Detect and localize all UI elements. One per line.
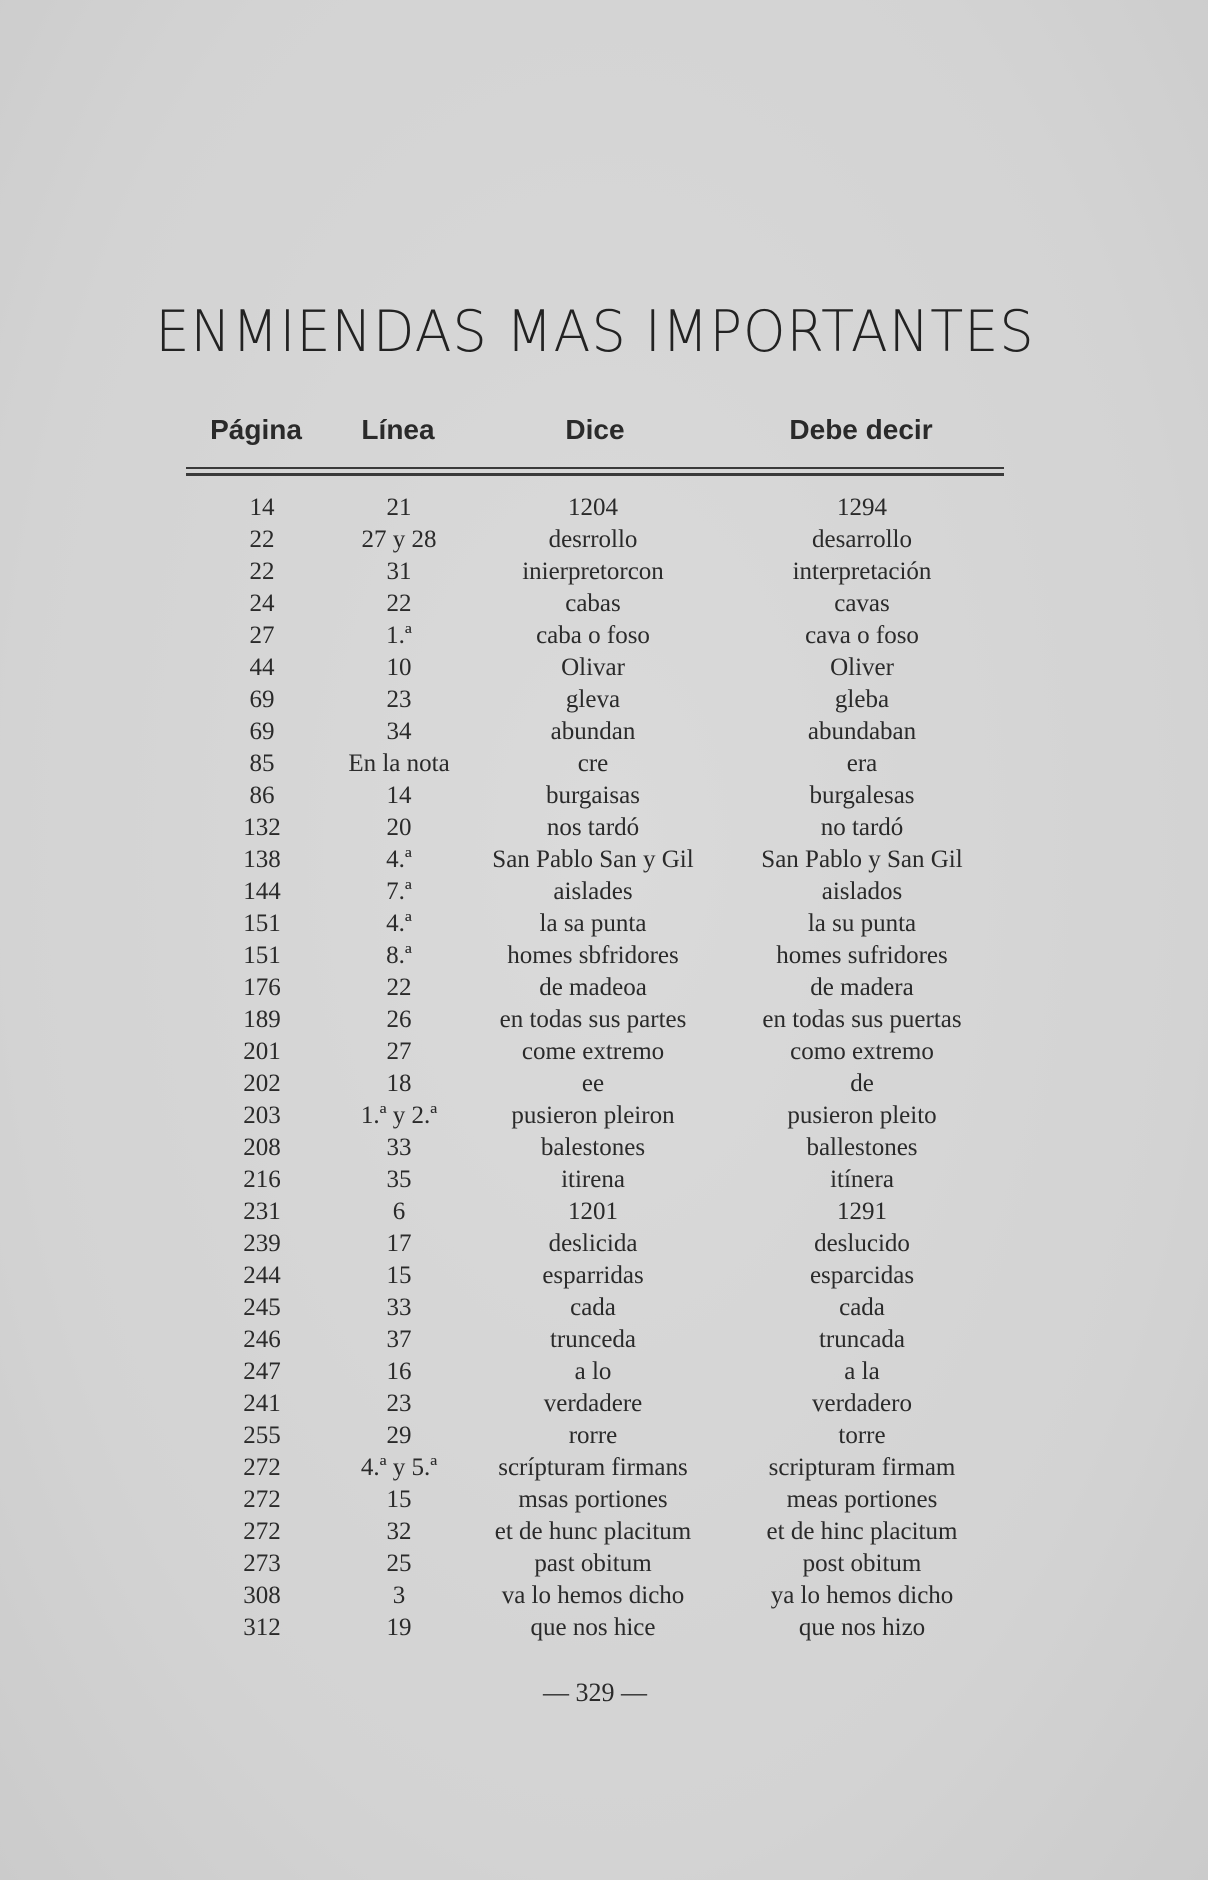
dice-cell: inierpretorcon	[522, 558, 664, 585]
table-row	[0, 1100, 1208, 1132]
linea-cell: 19	[386, 1614, 412, 1641]
pagina-cell: 246	[243, 1326, 281, 1353]
linea-cell: 4.ª	[386, 846, 412, 873]
pagina-cell: 144	[243, 878, 281, 905]
dice-cell: cre	[577, 750, 609, 777]
pagina-cell: 151	[243, 910, 281, 937]
pagina-cell: 231	[243, 1198, 281, 1225]
debe-decir-cell: gleba	[834, 686, 890, 713]
debe-decir-cell: a la	[844, 1358, 880, 1385]
table-row	[0, 1132, 1208, 1164]
table-row	[0, 1612, 1208, 1644]
dice-cell: abundan	[550, 718, 636, 745]
pagina-cell: 27	[249, 622, 275, 649]
table-row	[0, 684, 1208, 716]
pagina-cell: 273	[243, 1550, 281, 1577]
page-title: ENMIENDAS MAS IMPORTANTES	[155, 298, 1035, 365]
pagina-cell: 22	[249, 558, 275, 585]
header-rule-top	[186, 467, 1004, 469]
debe-decir-cell: desarrollo	[812, 526, 912, 553]
debe-decir-cell: aislados	[821, 878, 903, 905]
linea-cell: 31	[386, 558, 412, 585]
header-pagina: Página	[210, 414, 302, 445]
table-row	[0, 492, 1208, 524]
dice-cell: burgaisas	[546, 782, 640, 809]
linea-cell: 20	[386, 814, 412, 841]
table-row	[0, 748, 1208, 780]
dice-cell: come extremo	[521, 1038, 665, 1065]
debe-decir-cell: la su punta	[807, 910, 917, 937]
table-row	[0, 1580, 1208, 1612]
debe-decir-cell: abundaban	[807, 718, 917, 745]
dice-cell: caba o foso	[536, 622, 650, 649]
linea-cell: 17	[386, 1230, 412, 1257]
pagina-cell: 132	[243, 814, 281, 841]
dice-cell: Olivar	[561, 654, 625, 681]
header-dice: Dice	[565, 414, 625, 445]
pagina-cell: 247	[243, 1358, 281, 1385]
linea-cell: 1.ª y 2.ª	[360, 1102, 438, 1129]
debe-decir-cell: en todas sus puertas	[762, 1006, 962, 1033]
linea-cell: 8.ª	[386, 942, 412, 969]
table-row	[0, 1196, 1208, 1228]
table-row	[0, 1484, 1208, 1516]
pagina-cell: 69	[249, 686, 275, 713]
table-row	[0, 556, 1208, 588]
pagina-cell: 138	[243, 846, 281, 873]
debe-decir-cell: scripturam firmam	[768, 1454, 956, 1481]
debe-decir-cell: post obitum	[802, 1550, 922, 1577]
debe-decir-cell: meas portiones	[786, 1486, 938, 1513]
dice-cell: 1201	[568, 1198, 618, 1225]
debe-decir-cell: de	[850, 1070, 874, 1097]
dice-cell: cada	[570, 1294, 616, 1321]
debe-decir-cell: no tardó	[820, 814, 904, 841]
dice-cell: va lo hemos dicho	[501, 1582, 685, 1609]
linea-cell: 15	[386, 1486, 412, 1513]
debe-decir-cell: ya lo hemos dicho	[770, 1582, 954, 1609]
linea-cell: 21	[386, 494, 412, 521]
header-linea: Línea	[361, 414, 435, 445]
dice-cell: la sa punta	[539, 910, 647, 937]
table-row	[0, 1356, 1208, 1388]
dice-cell: et de hunc placitum	[494, 1518, 692, 1545]
table-row	[0, 1228, 1208, 1260]
pagina-cell: 312	[243, 1614, 281, 1641]
linea-cell: 6	[392, 1198, 406, 1225]
linea-cell: 26	[386, 1006, 412, 1033]
table-row	[0, 524, 1208, 556]
debe-decir-cell: 1291	[837, 1198, 887, 1225]
dice-cell: itirena	[561, 1166, 625, 1193]
debe-decir-cell: cada	[839, 1294, 885, 1321]
debe-decir-cell: como extremo	[790, 1038, 934, 1065]
dice-cell: desrrollo	[548, 526, 638, 553]
dice-cell: 1204	[568, 494, 618, 521]
pagina-cell: 272	[243, 1454, 281, 1481]
debe-decir-cell: truncada	[818, 1326, 906, 1353]
linea-cell: 10	[386, 654, 412, 681]
dice-cell: a lo	[574, 1358, 612, 1385]
dice-cell: scrípturam firmans	[498, 1454, 688, 1481]
debe-decir-cell: Oliver	[830, 654, 894, 681]
linea-cell: 25	[386, 1550, 412, 1577]
pagina-cell: 85	[249, 750, 275, 777]
linea-cell: 33	[386, 1134, 412, 1161]
dice-cell: balestones	[540, 1134, 646, 1161]
header-debe-decir: Debe decir	[789, 414, 933, 445]
dice-cell: pusieron pleiron	[511, 1102, 675, 1129]
table-row	[0, 1548, 1208, 1580]
linea-cell: 33	[386, 1294, 412, 1321]
linea-cell: 4.ª	[386, 910, 412, 937]
table-row	[0, 780, 1208, 812]
table-row	[0, 844, 1208, 876]
debe-decir-cell: burgalesas	[809, 782, 915, 809]
debe-decir-cell: que nos hizo	[798, 1614, 926, 1641]
pagina-cell: 69	[249, 718, 275, 745]
pagina-cell: 244	[243, 1262, 281, 1289]
linea-cell: 1.ª	[386, 622, 412, 649]
dice-cell: verdadere	[543, 1390, 643, 1417]
dice-cell: de madeoa	[539, 974, 647, 1001]
debe-decir-cell: cavas	[834, 590, 890, 617]
linea-cell: 18	[386, 1070, 412, 1097]
pagina-cell: 245	[243, 1294, 281, 1321]
pagina-cell: 239	[243, 1230, 281, 1257]
dice-cell: trunceda	[549, 1326, 637, 1353]
dice-cell: que nos hice	[530, 1614, 656, 1641]
table-row	[0, 620, 1208, 652]
linea-cell: 14	[386, 782, 412, 809]
linea-cell: En la nota	[348, 750, 450, 777]
table-row	[0, 1324, 1208, 1356]
pagina-cell: 14	[249, 494, 275, 521]
dice-cell: rorre	[568, 1422, 618, 1449]
table-row	[0, 1420, 1208, 1452]
table-row	[0, 588, 1208, 620]
linea-cell: 29	[386, 1422, 412, 1449]
linea-cell: 23	[386, 1390, 412, 1417]
dice-cell: San Pablo San y Gil	[492, 846, 694, 873]
pagina-cell: 208	[243, 1134, 281, 1161]
pagina-cell: 272	[243, 1486, 281, 1513]
table-row	[0, 876, 1208, 908]
debe-decir-cell: torre	[838, 1422, 886, 1449]
pagina-cell: 255	[243, 1422, 281, 1449]
linea-cell: 34	[386, 718, 412, 745]
pagina-cell: 151	[243, 942, 281, 969]
pagina-cell: 24	[249, 590, 275, 617]
table-row	[0, 1164, 1208, 1196]
linea-cell: 22	[386, 974, 412, 1001]
debe-decir-cell: pusieron pleito	[787, 1102, 937, 1129]
linea-cell: 27	[386, 1038, 412, 1065]
table-row	[0, 940, 1208, 972]
dice-cell: en todas sus partes	[499, 1006, 687, 1033]
debe-decir-cell: era	[846, 750, 878, 777]
linea-cell: 32	[386, 1518, 412, 1545]
table-row	[0, 1036, 1208, 1068]
pagina-cell: 308	[243, 1582, 281, 1609]
debe-decir-cell: San Pablo y San Gil	[761, 846, 963, 873]
dice-cell: past obitum	[534, 1550, 652, 1577]
table-row	[0, 652, 1208, 684]
table-row	[0, 1292, 1208, 1324]
dice-cell: nos tardó	[546, 814, 640, 841]
debe-decir-cell: itínera	[830, 1166, 894, 1193]
pagina-cell: 189	[243, 1006, 281, 1033]
table-row	[0, 812, 1208, 844]
header-rule-bottom	[186, 473, 1004, 476]
table-row	[0, 908, 1208, 940]
dice-cell: esparridas	[542, 1262, 644, 1289]
pagina-cell: 176	[243, 974, 281, 1001]
table-row	[0, 972, 1208, 1004]
table-row	[0, 716, 1208, 748]
linea-cell: 4.ª y 5.ª	[360, 1454, 438, 1481]
table-row	[0, 1004, 1208, 1036]
pagina-cell: 202	[243, 1070, 281, 1097]
linea-cell: 37	[386, 1326, 412, 1353]
linea-cell: 35	[386, 1166, 412, 1193]
table-row	[0, 1260, 1208, 1292]
pagina-cell: 201	[243, 1038, 281, 1065]
table-row	[0, 1452, 1208, 1484]
debe-decir-cell: 1294	[837, 494, 887, 521]
table-row	[0, 1516, 1208, 1548]
debe-decir-cell: deslucido	[814, 1230, 910, 1257]
pagina-cell: 272	[243, 1518, 281, 1545]
linea-cell: 23	[386, 686, 412, 713]
debe-decir-cell: cava o foso	[805, 622, 919, 649]
linea-cell: 22	[386, 590, 412, 617]
linea-cell: 16	[386, 1358, 412, 1385]
dice-cell: ee	[581, 1070, 605, 1097]
dice-cell: deslicida	[548, 1230, 638, 1257]
table-row	[0, 1388, 1208, 1420]
linea-cell: 3	[392, 1582, 406, 1609]
pagina-cell: 203	[243, 1102, 281, 1129]
errata-table	[0, 492, 1208, 1644]
linea-cell: 15	[386, 1262, 412, 1289]
debe-decir-cell: homes sufridores	[776, 942, 948, 969]
debe-decir-cell: de madera	[810, 974, 914, 1001]
dice-cell: aislades	[553, 878, 633, 905]
pagina-cell: 22	[249, 526, 275, 553]
dice-cell: gleva	[565, 686, 621, 713]
pagina-cell: 86	[249, 782, 275, 809]
dice-cell: homes sbfridores	[507, 942, 679, 969]
pagina-cell: 216	[243, 1166, 281, 1193]
debe-decir-cell: interpretación	[792, 558, 932, 585]
linea-cell: 7.ª	[386, 878, 412, 905]
debe-decir-cell: ballestones	[806, 1134, 918, 1161]
table-row	[0, 1068, 1208, 1100]
dice-cell: cabas	[565, 590, 621, 617]
linea-cell: 27 y 28	[361, 526, 437, 553]
debe-decir-cell: esparcidas	[809, 1262, 915, 1289]
dice-cell: msas portiones	[518, 1486, 668, 1513]
page-number: — 329 —	[543, 1678, 647, 1707]
pagina-cell: 241	[243, 1390, 281, 1417]
debe-decir-cell: verdadero	[812, 1390, 912, 1417]
pagina-cell: 44	[249, 654, 275, 681]
debe-decir-cell: et de hinc placitum	[766, 1518, 958, 1545]
